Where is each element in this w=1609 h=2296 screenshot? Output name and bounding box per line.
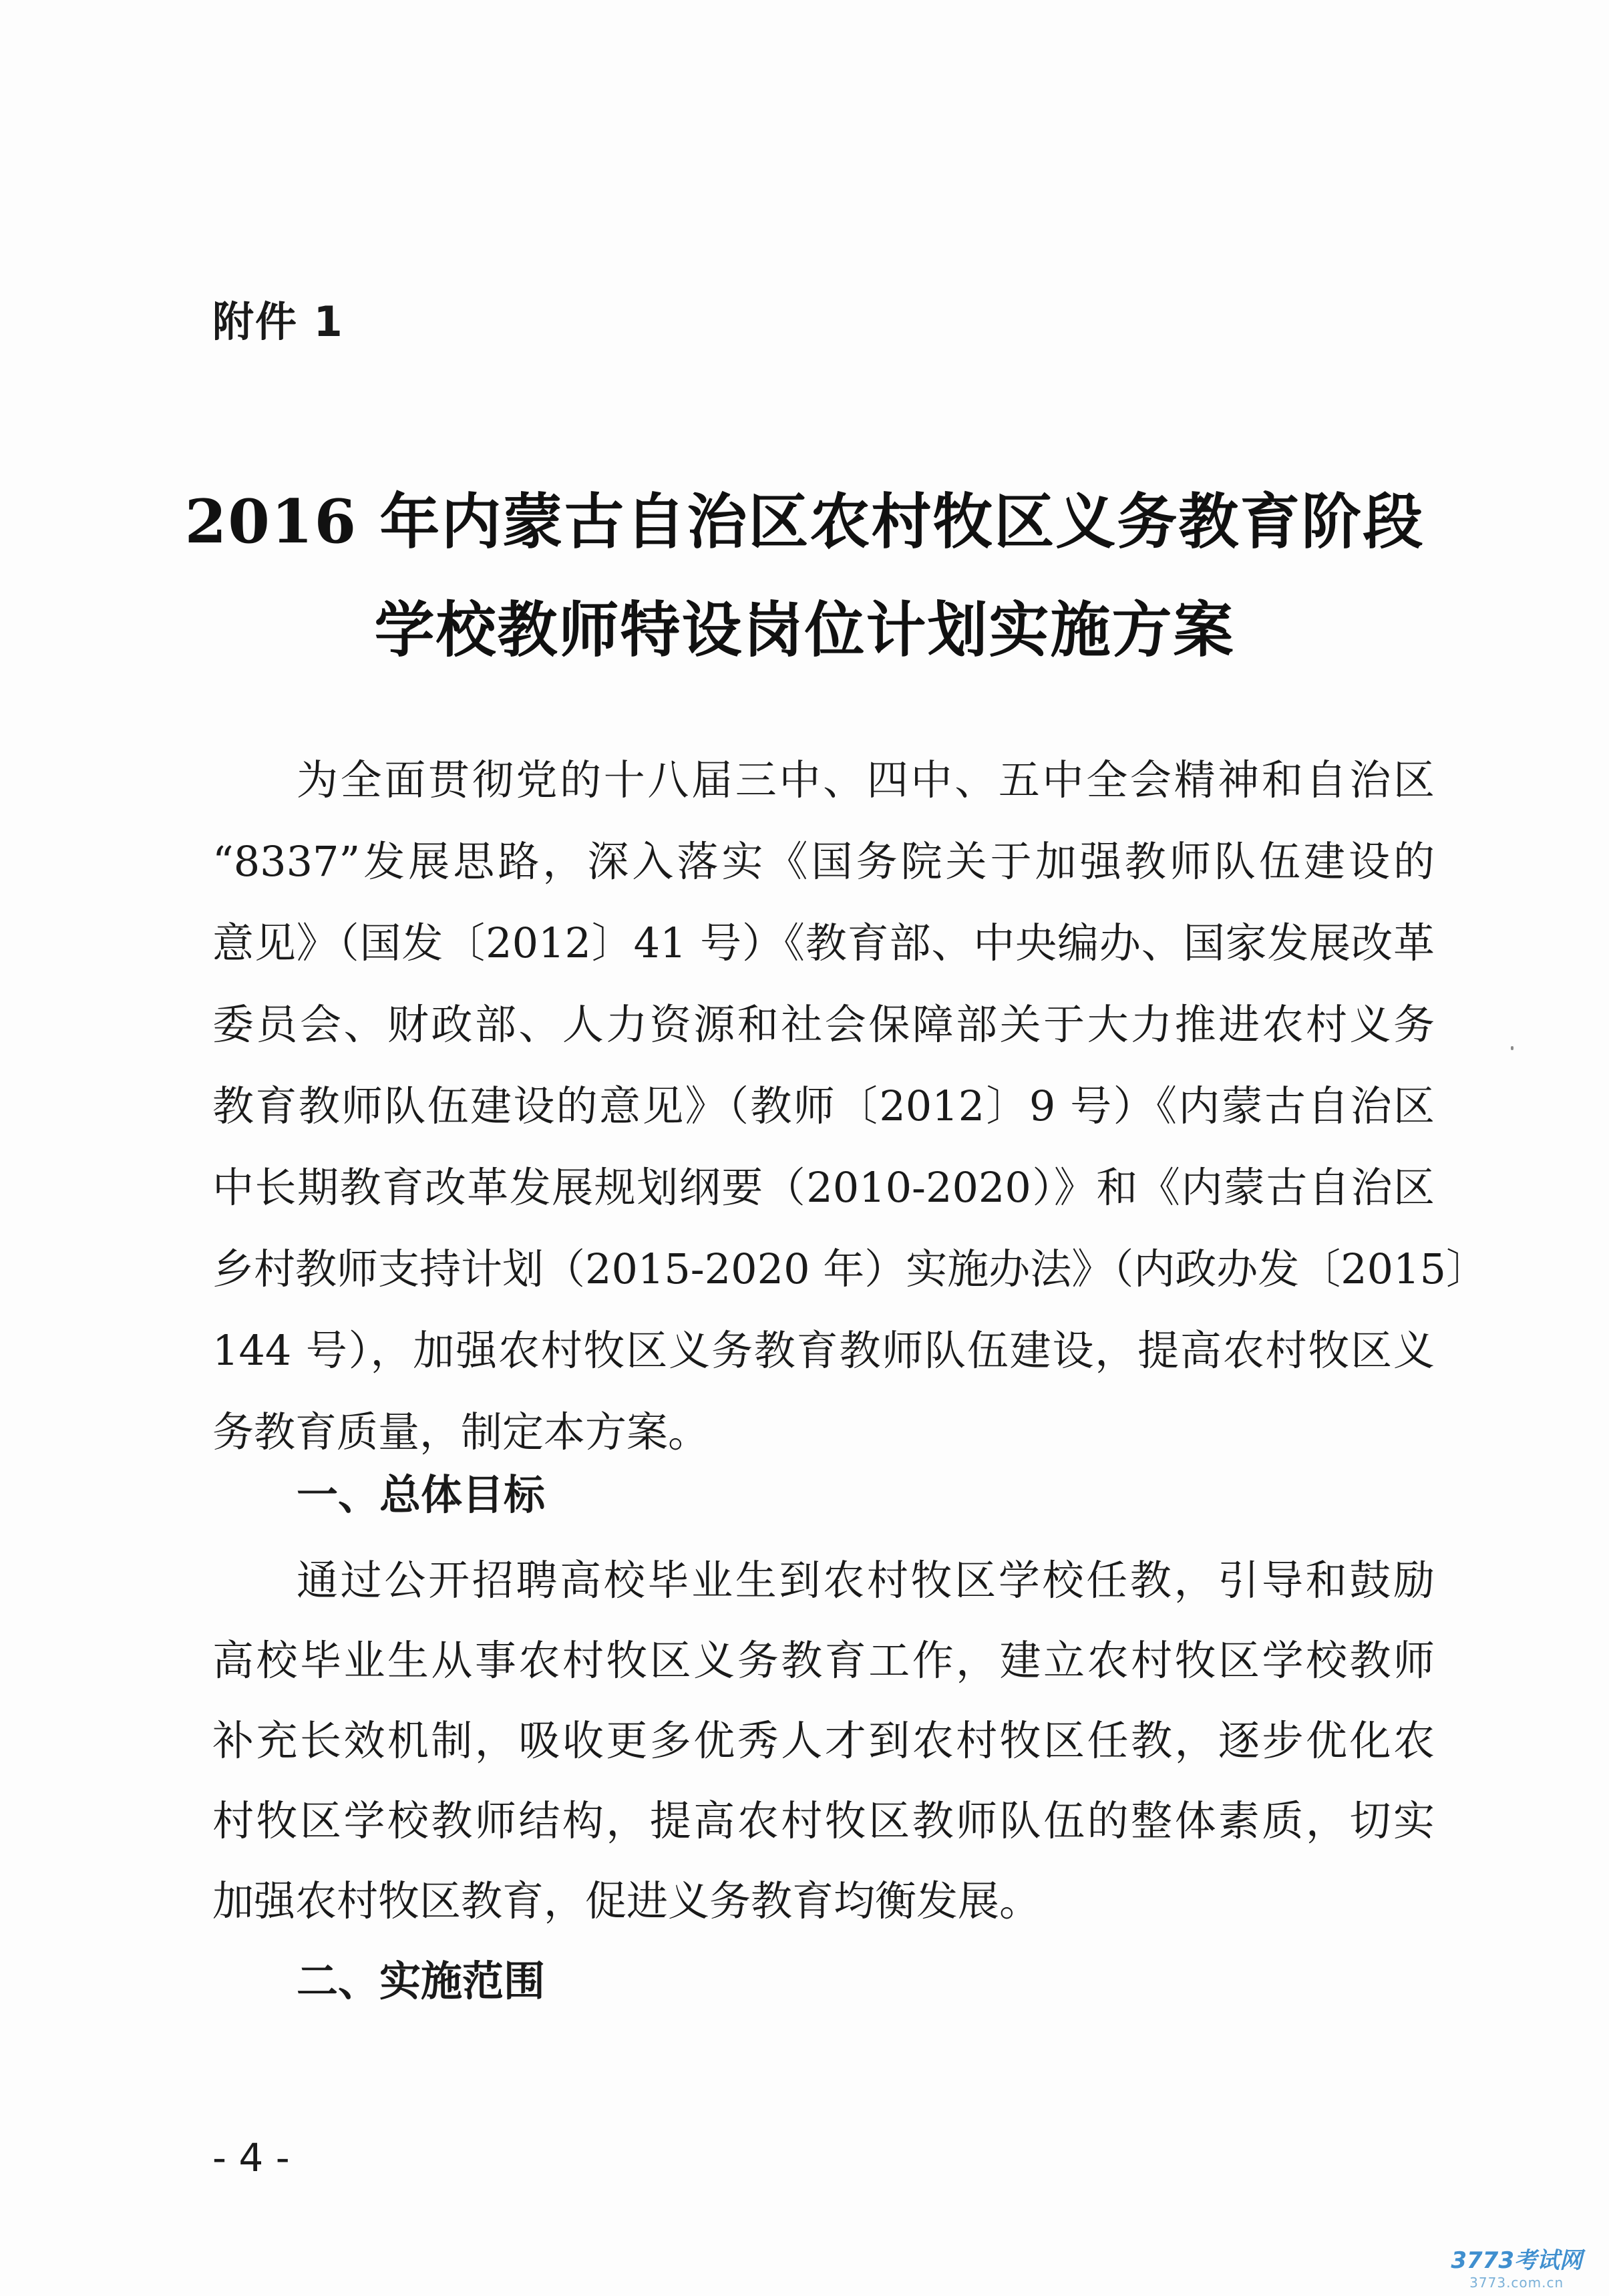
scan-speck [1511,1046,1513,1050]
section1-line-4: 村牧区学校教师结构，提高农村牧区教师队伍的整体素质，切实 [212,1796,1435,1845]
watermark-main-text: 3773考试网 [1451,2247,1582,2274]
site-watermark [1451,2242,1582,2291]
attachment-label: 附件 1 [212,297,344,346]
document-title-line-1: 2016 年内蒙古自治区农村牧区义务教育阶段 [184,486,1425,557]
section-heading-scope: 二、实施范围 [297,1957,546,2005]
document-title-line-2: 学校教师特设岗位计划实施方案 [374,595,1235,665]
intro-line-4: 委员会、财政部、人力资源和社会保障部关于大力推进农村义务 [212,1000,1435,1049]
intro-line-5: 教育教师队伍建设的意见》（教师〔2012〕9 号）《内蒙古自治区 [212,1082,1435,1130]
intro-line-7: 乡村教师支持计划（2015-2020 年）实施办法》（内政办发〔2015〕 [212,1245,1488,1293]
page-number: - 4 - [212,2135,290,2180]
section1-line-5: 加强农村牧区教育，促进义务教育均衡发展。 [212,1876,1041,1925]
section1-line-3: 补充长效机制，吸收更多优秀人才到农村牧区任教，逐步优化农 [212,1716,1435,1765]
intro-line-1: 为全面贯彻党的十八届三中、四中、五中全会精神和自治区 [297,756,1435,804]
intro-line-2: “8337”发展思路，深入落实《国务院关于加强教师队伍建设的 [212,837,1435,886]
intro-line-6: 中长期教育改革发展规划纲要（2010-2020）》和《内蒙古自治区 [212,1163,1435,1212]
section1-line-1: 通过公开招聘高校毕业生到农村牧区学校任教，引导和鼓励 [297,1556,1435,1605]
intro-line-9: 务教育质量，制定本方案。 [212,1408,710,1456]
watermark-sub-text: 3773.com.cn [1469,2275,1564,2291]
intro-line-8: 144 号），加强农村牧区义务教育教师队伍建设，提高农村牧区义 [212,1326,1435,1375]
section1-line-2: 高校毕业生从事农村牧区义务教育工作，建立农村牧区学校教师 [212,1636,1435,1685]
intro-line-3: 意见》（国发〔2012〕41 号）《教育部、中央编办、国家发展改革 [212,919,1435,967]
section-heading-overall-goal: 一、总体目标 [297,1470,546,1519]
